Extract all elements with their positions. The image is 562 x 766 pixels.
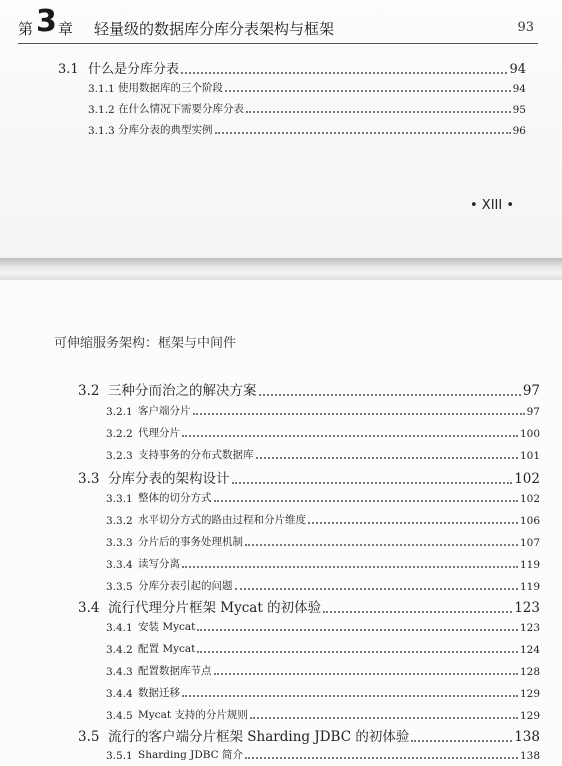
toc-entry-number: 3.4.2	[106, 644, 133, 656]
page-number: 93	[517, 20, 534, 35]
chapter-prefix: 第	[18, 20, 34, 38]
toc-entry-number: 3.4.4	[106, 688, 133, 700]
toc-entry-number: 3.4	[78, 600, 100, 616]
toc-entry-page: 95	[512, 104, 526, 116]
toc-entry	[106, 663, 540, 678]
toc-entry-page: 138	[519, 750, 540, 762]
toc-entry	[78, 467, 540, 487]
toc-entry-number: 3.5	[78, 729, 100, 745]
toc-entry-page: 129	[519, 710, 540, 722]
toc-entry-number: 3.2	[78, 383, 100, 399]
toc-entry-number: 3.3.1	[106, 493, 133, 505]
toc-leader-dots	[197, 651, 518, 653]
toc-entry-number: 3.1	[58, 62, 79, 77]
toc-leader-dots	[225, 90, 511, 92]
toc-leader-dots	[193, 413, 525, 415]
toc-entry	[106, 425, 540, 440]
toc-leader-dots	[246, 111, 511, 113]
toc-leader-dots	[214, 500, 518, 502]
header-rule	[18, 43, 538, 44]
toc-leader-dots	[411, 740, 512, 742]
book-page-top	[0, 0, 562, 258]
toc-leader-dots	[197, 629, 518, 631]
toc-leader-dots	[259, 394, 521, 396]
toc-entry	[88, 80, 526, 95]
toc-entry-page: 102	[514, 471, 540, 487]
toc-entry-title: 分库分表的架构设计	[108, 471, 230, 487]
toc-leader-dots	[214, 673, 518, 675]
toc-entry-title: 配置 Mycat	[138, 643, 196, 655]
chapter-suffix: 章	[58, 20, 74, 38]
toc-entry-title: 分库分表的典型实例	[118, 124, 213, 136]
toc-entry	[106, 512, 540, 527]
toc-entry-page: 119	[519, 581, 540, 593]
toc-entry-page: 128	[519, 666, 540, 678]
page-gap	[0, 258, 562, 280]
toc-entry	[106, 641, 540, 656]
toc-entry-number: 3.2.3	[106, 450, 133, 462]
book-page-bottom	[0, 280, 562, 766]
toc-entry	[106, 490, 540, 505]
toc-entry-title: 分库分表引起的问题	[138, 580, 233, 592]
toc-entry	[78, 596, 540, 616]
toc-entry-number: 3.3	[78, 471, 100, 487]
toc-leader-dots	[182, 695, 518, 697]
toc-entry-title: 水平切分方式的路由过程和分片维度	[138, 514, 306, 526]
toc-leader-dots	[250, 717, 518, 719]
toc-entry	[58, 58, 526, 77]
toc-entry-page: 119	[519, 559, 540, 571]
toc-entry	[106, 685, 540, 700]
toc-entry	[106, 747, 540, 762]
toc-entry	[106, 619, 540, 634]
toc-entry-page: 129	[519, 688, 540, 700]
toc-entry-number: 3.2.2	[106, 428, 133, 440]
toc-entry-number: 3.5.1	[106, 750, 133, 762]
toc-entry	[106, 556, 540, 571]
toc-entry-title: 三种分而治之的解决方案	[108, 383, 257, 399]
toc-entry-number: 3.2.1	[106, 406, 133, 418]
toc-entry-title: 数据迁移	[138, 687, 180, 699]
running-head: 可伸缩服务架构：框架与中间件	[54, 336, 237, 351]
toc-leader-dots	[308, 522, 518, 524]
toc-entry-page: 100	[519, 428, 540, 440]
toc-entry	[106, 403, 540, 418]
toc-leader-dots	[256, 457, 518, 459]
toc-entry-title: 分片后的事务处理机制	[138, 536, 243, 548]
toc-entry-number: 3.4.3	[106, 666, 133, 678]
toc-entry	[78, 379, 540, 399]
toc-entry-title: 在什么情况下需要分库分表	[118, 103, 244, 115]
toc-entry-page: 94	[509, 62, 526, 77]
toc-entry-number: 3.4.1	[106, 622, 133, 634]
toc-entry-title: 什么是分库分表	[88, 62, 180, 77]
toc-entry-page: 97	[526, 406, 540, 418]
toc-entry	[106, 707, 540, 722]
toc-entry	[78, 725, 540, 745]
toc-entry-title: 整体的切分方式	[138, 492, 212, 504]
toc-leader-dots	[232, 482, 513, 484]
toc-leader-dots	[182, 566, 518, 568]
chapter-number: 3	[36, 4, 57, 39]
chapter-title: 轻量级的数据库分库分表架构与框架	[94, 20, 335, 38]
toc-entry-title: 安装 Mycat	[138, 621, 196, 633]
toc-entry-number: 3.3.4	[106, 559, 133, 571]
toc-entry-page: 106	[519, 515, 540, 527]
toc-entry	[106, 447, 540, 462]
toc-entry-page: 94	[512, 83, 526, 95]
toc-entry-page: 101	[519, 450, 540, 462]
toc-entry-number: 3.1.1	[88, 83, 115, 95]
toc-entry-title: 读写分离	[138, 558, 180, 570]
toc-entry-page: 107	[519, 537, 540, 549]
toc-leader-dots	[245, 544, 518, 546]
toc-entry-number: 3.3.5	[106, 581, 133, 593]
toc-entry-number: 3.1.2	[88, 104, 115, 116]
toc-entry-page: 123	[519, 622, 540, 634]
toc-entry-page: 96	[512, 125, 526, 137]
toc-entry-title: 使用数据库的三个阶段	[118, 82, 223, 94]
toc-entry-title: 客户端分片	[138, 405, 191, 417]
toc-entry-title: 支持事务的分布式数据库	[138, 449, 254, 461]
toc-entry-title: 流行代理分片框架 Mycat 的初体验	[108, 600, 322, 616]
toc-entry-number: 3.1.3	[88, 125, 115, 137]
toc-entry-number: 3.3.2	[106, 515, 133, 527]
toc-entry-page: 97	[522, 383, 540, 399]
toc-entry-title: Mycat 支持的分片规则	[138, 709, 248, 721]
toc-leader-dots	[245, 757, 518, 759]
toc-entry-number: 3.3.3	[106, 537, 133, 549]
toc-entry-page: 102	[519, 493, 540, 505]
toc-entry-title: 流行的客户端分片框架 Sharding JDBC 的初体验	[108, 729, 410, 745]
toc-entry-page: 124	[519, 644, 540, 656]
toc-entry	[106, 578, 540, 593]
toc-entry-title: 代理分片	[138, 427, 180, 439]
toc-leader-dots	[215, 132, 511, 134]
toc-entry	[88, 101, 526, 116]
toc-entry	[106, 534, 540, 549]
toc-entry-page: 138	[514, 729, 540, 745]
toc-leader-dots	[323, 611, 512, 613]
toc-leader-dots	[182, 435, 518, 437]
toc-entry-page: 123	[514, 600, 540, 616]
roman-page-marker: • XIII •	[469, 198, 514, 213]
toc-entry-number: 3.4.5	[106, 710, 133, 722]
toc-entry-title: 配置数据库节点	[138, 665, 212, 677]
toc-entry-title: Sharding JDBC 简介	[138, 749, 244, 761]
toc-leader-dots	[181, 72, 507, 74]
toc-leader-dots	[235, 588, 518, 590]
toc-entry	[88, 122, 526, 137]
